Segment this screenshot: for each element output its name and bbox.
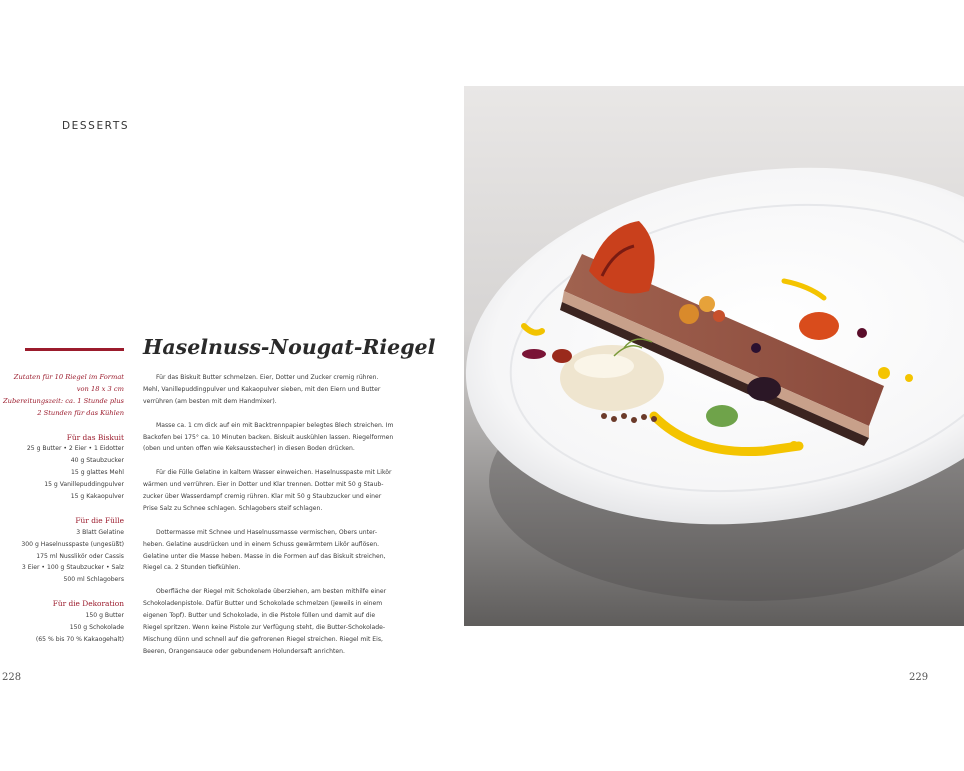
meta-line: 2 Stunden für das Kühlen	[37, 408, 124, 417]
ingredient-item: 150 g Butter	[85, 612, 124, 620]
text-line: Masse ca. 1 cm dick auf ein mit Backtrennpapier belegtes Blech streichen. Im	[156, 421, 394, 429]
ingredient-item: 3 Eier • 100 g Staubzucker • Salz	[21, 564, 124, 572]
meta-line: von 18 x 3 cm	[76, 384, 124, 393]
instruction-paragraph	[143, 420, 418, 456]
ingredient-group-heading: Für das Biskuit	[66, 432, 124, 442]
instruction-paragraph	[143, 372, 418, 408]
ingredient-item: 150 g Schokolade	[69, 623, 124, 631]
text-line: verrühren (am besten mit dem Handmixer).	[143, 397, 277, 405]
instruction-paragraph	[143, 467, 418, 515]
ingredient-item: 3 Blatt Gelatine	[76, 528, 124, 536]
text-line: (oben und unten offen wie Keksausstecher) in diesen Boden drücken.	[143, 445, 355, 453]
recipe-meta	[0, 372, 124, 420]
text-line: Mischung dünn und schnell auf die gefrorenen Riegel streichen. Riegel mit Eis,	[143, 635, 383, 643]
ingredient-group-heading: Für die Dekoration	[52, 599, 124, 609]
ingredient-item: (65 % bis 70 % Kakaogehalt)	[35, 635, 124, 643]
ingredient-item: 300 g Haselnusspaste (ungesüßt)	[21, 540, 124, 548]
mint-leaf	[706, 405, 738, 427]
text-line: Riegel spritzen. Wenn keine Pistole zur Verfügung steht, die Butter-Schokolade-	[143, 623, 386, 631]
sauce-dot	[878, 367, 890, 379]
fruit-garnish	[679, 304, 699, 324]
instruction-paragraph	[143, 586, 418, 657]
text-line: heben. Gelatine ausdrücken und in einem Schuss gewärmtem Likör auflösen.	[143, 540, 380, 548]
text-line: Schokoladenpistole. Dafür Butter und Schokolade schmelzen (jeweils in einem	[143, 600, 383, 608]
text-line: wärmen und verrühren. Eier in Dotter und Klar trennen. Dotter mit 50 g Staub-	[143, 481, 384, 489]
text-line: Beeren, Orangensauce oder gebundenem Holundersaft anrichten.	[143, 647, 345, 655]
sauce-dot	[789, 441, 799, 451]
berry-sauce-dot	[522, 349, 546, 359]
text-line: Riegel ca. 2 Stunden tiefkühlen.	[143, 564, 241, 572]
ingredient-item: 25 g Butter • 2 Eier • 1 Eidotter	[26, 445, 124, 453]
plated-dessert-illustration	[464, 86, 964, 626]
blueberry	[751, 343, 761, 353]
instruction-paragraph	[143, 527, 418, 575]
page-number-left: 228	[2, 672, 22, 683]
ingredient-item: 15 g Vanillepuddingpulver	[44, 481, 124, 489]
ingredient-group-heading: Für die Fülle	[75, 515, 124, 525]
title-rule	[25, 348, 124, 351]
berry-garnish	[747, 377, 781, 401]
recipe-title: Haselnuss-Nougat-Riegel	[143, 335, 436, 359]
ingredient-item: 175 ml Nusslikör oder Cassis	[36, 552, 124, 560]
instructions-column	[143, 372, 418, 670]
berry-garnish	[552, 349, 572, 363]
text-line: Oberfläche der Riegel mit Schokolade überziehen, am besten mithilfe einer	[156, 588, 387, 596]
ice-cream-highlight	[574, 354, 634, 378]
text-line: eigenen Topf). Butter und Schokolade, in die Pistole füllen und damit auf die	[143, 612, 376, 620]
text-line: Dottermasse mit Schnee und Haselnussmasse vermischen, Obers unter-	[156, 528, 378, 536]
ingredient-item: 15 g glattes Mehl	[71, 469, 124, 477]
text-line: Prise Salz zu Schnee schlagen. Schlagobers steif schlagen.	[143, 504, 323, 512]
fruit-garnish	[699, 296, 715, 312]
text-line: Für das Biskuit Butter schmelzen. Eier, Dotter und Zucker cremig rühren.	[156, 374, 379, 381]
page-number-right: 229	[909, 672, 929, 683]
ingredients-column	[0, 372, 124, 646]
text-line: Mehl, Vanillepuddingpulver und Kakaopulver sieben, mit den Eiern und Butter	[143, 385, 381, 393]
ingredient-item: 15 g Kakaopulver	[70, 493, 124, 501]
orange-garnish	[799, 312, 839, 340]
berry-sauce-dot	[857, 328, 867, 338]
text-line: Gelatine unter die Masse heben. Masse in die Formen auf das Biskuit streichen,	[143, 552, 386, 560]
ingredient-item: 40 g Staubzucker	[70, 457, 124, 465]
meta-line: Zubereitungszeit: ca. 1 Stunde plus	[3, 396, 124, 405]
text-line: Für die Fülle Gelatine in kaltem Wasser einweichen. Haselnusspaste mit Likör	[156, 469, 392, 477]
text-line: zucker über Wasserdampf cremig rühren. Klar mit 50 g Staubzucker und einer	[143, 493, 382, 501]
dessert-photo	[464, 86, 964, 626]
meta-line: Zutaten für 10 Riegel im Format	[13, 373, 124, 381]
sauce-dot	[905, 374, 913, 382]
text-line: Backofen bei 175° ca. 10 Minuten backen. Biskuit auskühlen lassen. Riegelformen	[143, 433, 394, 441]
fruit-garnish	[713, 310, 725, 322]
ingredient-item: 500 ml Schlagobers	[63, 576, 124, 584]
section-label: DESSERTS	[62, 120, 130, 132]
